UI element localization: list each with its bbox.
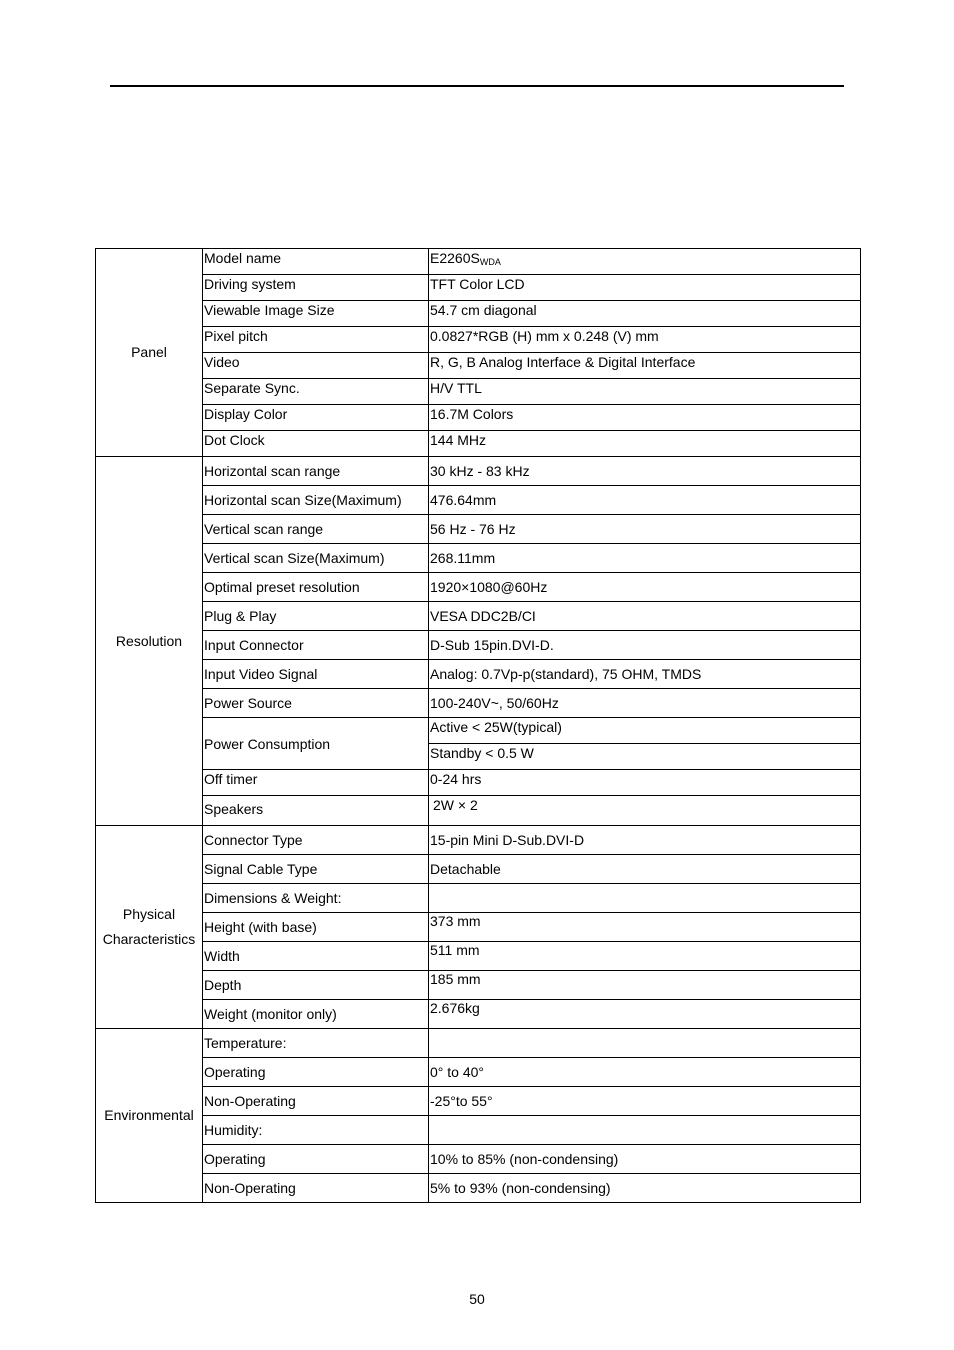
spec-value: Analog: 0.7Vp-p(standard), 75 OHM, TMDS [429, 660, 861, 689]
spec-value: 30 kHz - 83 kHz [429, 457, 861, 486]
spec-value: 16.7M Colors [429, 405, 861, 431]
table-row [96, 301, 861, 327]
table-row [96, 1116, 861, 1145]
spec-label: Video [203, 353, 429, 379]
group-label-physical: Physical Characteristics [96, 826, 203, 1029]
page-number: 50 [469, 1291, 485, 1307]
spec-value: 15-pin Mini D-Sub.DVI-D [429, 826, 861, 855]
spec-label: Operating [203, 1058, 429, 1087]
spec-label: Input Video Signal [203, 660, 429, 689]
spec-value: 10% to 85% (non-condensing) [429, 1145, 861, 1174]
spec-value: R, G, B Analog Interface & Digital Interface [429, 353, 861, 379]
table-row [96, 718, 861, 744]
table-row [96, 689, 861, 718]
spec-label: Input Connector [203, 631, 429, 660]
table-row [96, 631, 861, 660]
group-label-resolution: Resolution [96, 457, 203, 826]
table-row [96, 796, 861, 826]
spec-label: Non-Operating [203, 1174, 429, 1203]
table-row [96, 457, 861, 486]
table-row [96, 405, 861, 431]
spec-value: 2.676kg [429, 1000, 861, 1029]
spec-value: 373 mm [429, 913, 861, 942]
spec-label: Horizontal scan range [203, 457, 429, 486]
spec-label: Non-Operating [203, 1087, 429, 1116]
group-label-panel: Panel [96, 249, 203, 457]
spec-label: Depth [203, 971, 429, 1000]
table-row [96, 1145, 861, 1174]
spec-value: 5% to 93% (non-condensing) [429, 1174, 861, 1203]
spec-value: 185 mm [429, 971, 861, 1000]
specification-table [95, 248, 861, 1203]
spec-label: Separate Sync. [203, 379, 429, 405]
spec-value: 100-240V~, 50/60Hz [429, 689, 861, 718]
table-row [96, 327, 861, 353]
spec-value: 268.11mm [429, 544, 861, 573]
spec-value [429, 249, 861, 275]
spec-value: 2W × 2 [429, 796, 861, 826]
table-row [96, 515, 861, 544]
spec-value: TFT Color LCD [429, 275, 861, 301]
table-row [96, 573, 861, 602]
spec-label: Dot Clock [203, 431, 429, 457]
spec-value: 54.7 cm diagonal [429, 301, 861, 327]
table-row [96, 486, 861, 515]
header-rule [110, 85, 844, 87]
table-row [96, 275, 861, 301]
spec-label: Temperature: [203, 1029, 429, 1058]
table-row [96, 249, 861, 275]
spec-label: Vertical scan Size(Maximum) [203, 544, 429, 573]
table-row [96, 971, 861, 1000]
spec-label: Vertical scan range [203, 515, 429, 544]
model-name-value: E2260S [430, 250, 480, 266]
table-row [96, 431, 861, 457]
spec-value: 56 Hz - 76 Hz [429, 515, 861, 544]
spec-label: Width [203, 942, 429, 971]
spec-value: D-Sub 15pin.DVI-D. [429, 631, 861, 660]
spec-value: H/V TTL [429, 379, 861, 405]
spec-label: Model name [203, 249, 429, 275]
spec-value: 1920×1080@60Hz [429, 573, 861, 602]
spec-value: Detachable [429, 855, 861, 884]
spec-label: Off timer [203, 770, 429, 796]
spec-value: VESA DDC2B/CI [429, 602, 861, 631]
table-row [96, 942, 861, 971]
spec-value [429, 1029, 861, 1058]
spec-label: Operating [203, 1145, 429, 1174]
spec-label: Driving system [203, 275, 429, 301]
spec-label: Power Source [203, 689, 429, 718]
spec-value: 511 mm [429, 942, 861, 971]
spec-label: Display Color [203, 405, 429, 431]
table-row [96, 379, 861, 405]
spec-value: Standby < 0.5 W [429, 744, 861, 770]
table-row [96, 1000, 861, 1029]
table-row [96, 544, 861, 573]
spec-value: Active < 25W(typical) [429, 718, 861, 744]
table-row [96, 855, 861, 884]
group-label-environmental: Environmental [96, 1029, 203, 1203]
spec-label: Pixel pitch [203, 327, 429, 353]
table-row [96, 1029, 861, 1058]
spec-label: Speakers [203, 796, 429, 826]
spec-label: Plug & Play [203, 602, 429, 631]
table-row [96, 826, 861, 855]
table-row [96, 1058, 861, 1087]
table-row [96, 1087, 861, 1116]
spec-value: 0.0827*RGB (H) mm x 0.248 (V) mm [429, 327, 861, 353]
spec-label: Weight (monitor only) [203, 1000, 429, 1029]
table-row [96, 913, 861, 942]
spec-value: 0-24 hrs [429, 770, 861, 796]
table-row [96, 884, 861, 913]
spec-label: Height (with base) [203, 913, 429, 942]
spec-value: 144 MHz [429, 431, 861, 457]
model-suffix: WDA [479, 257, 501, 267]
table-row [96, 660, 861, 689]
spec-label: Dimensions & Weight: [203, 884, 429, 913]
spec-label: Horizontal scan Size(Maximum) [203, 486, 429, 515]
spec-value [429, 884, 861, 913]
table-row [96, 602, 861, 631]
spec-value: 476.64mm [429, 486, 861, 515]
spec-label: Humidity: [203, 1116, 429, 1145]
spec-value: 0° to 40° [429, 1058, 861, 1087]
spec-label: Connector Type [203, 826, 429, 855]
spec-label: Viewable Image Size [203, 301, 429, 327]
spec-label: Power Consumption [203, 718, 429, 770]
spec-label: Optimal preset resolution [203, 573, 429, 602]
spec-value: -25°to 55° [429, 1087, 861, 1116]
table-row [96, 770, 861, 796]
table-row [96, 1174, 861, 1203]
spec-value [429, 1116, 861, 1145]
table-row [96, 353, 861, 379]
spec-label: Signal Cable Type [203, 855, 429, 884]
